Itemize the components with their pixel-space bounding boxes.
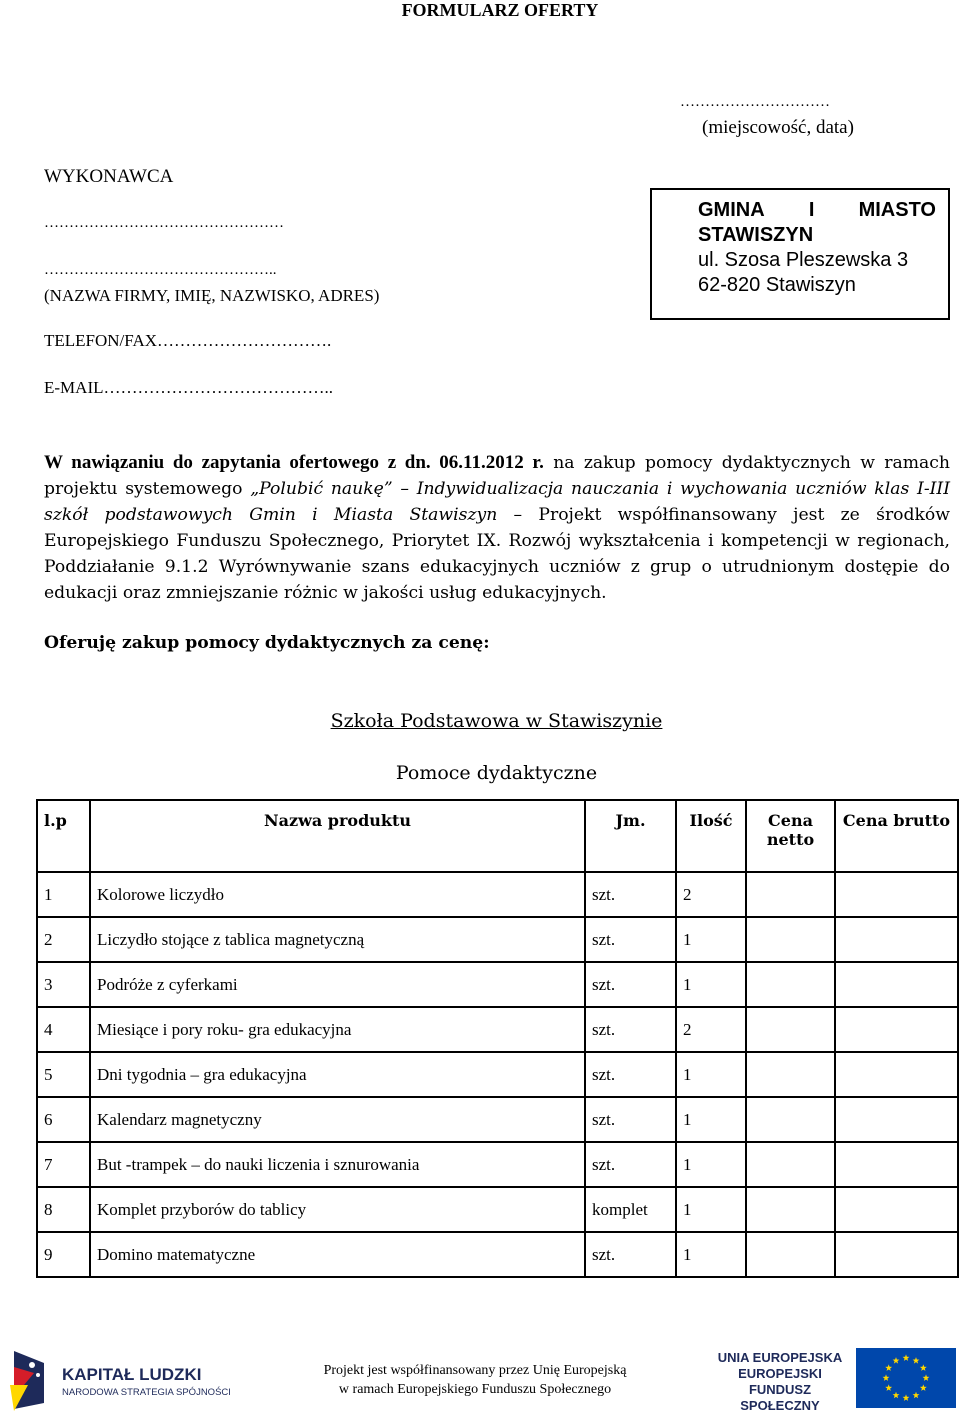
contractor-name-hint: (NAZWA FIRMY, IMIĘ, NAZWISKO, ADRES) [44, 286, 380, 305]
place-date-label: (miejscowość, data) [702, 117, 854, 138]
recipient-word-1: GMINA [698, 199, 765, 221]
row-product-name: Podróże z cyferkami [90, 962, 585, 1007]
table-header-row [37, 800, 958, 872]
row-gross-price [835, 1142, 958, 1187]
contractor-label: WYKONAWCA [44, 166, 174, 187]
kapital-ludzki-title: KAPITAŁ LUDZKI [62, 1365, 202, 1384]
contractor-line-1: ………………………………………… [44, 215, 284, 231]
table-row [37, 1097, 958, 1142]
row-qty: 1 [676, 1052, 746, 1097]
table-row [37, 917, 958, 962]
recipient-address-box [650, 188, 950, 320]
kapital-ludzki-subtitle: NARODOWA STRATEGIA SPÓJNOŚCI [62, 1387, 231, 1398]
recipient-line-2: STAWISZYN [698, 224, 814, 246]
row-qty: 1 [676, 962, 746, 1007]
row-lp: 2 [37, 917, 90, 962]
row-net-price [746, 1097, 835, 1142]
row-product-name: Komplet przyborów do tablicy [90, 1187, 585, 1232]
row-gross-price [835, 1007, 958, 1052]
col-header-unit: Jm. [585, 800, 676, 872]
items-table [36, 799, 959, 1278]
row-net-price [746, 1232, 835, 1277]
row-lp: 1 [37, 872, 90, 917]
row-net-price [746, 1052, 835, 1097]
row-lp: 3 [37, 962, 90, 1007]
row-net-price [746, 872, 835, 917]
row-unit: szt. [585, 917, 676, 962]
row-net-price [746, 1187, 835, 1232]
row-gross-price [835, 1232, 958, 1277]
row-qty: 1 [676, 1187, 746, 1232]
document-title: FORMULARZ OFERTY [401, 0, 599, 20]
offer-line: Oferuję zakup pomocy dydaktycznych za cenę: [44, 633, 490, 653]
table-row [37, 962, 958, 1007]
row-net-price [746, 1007, 835, 1052]
row-unit: szt. [585, 872, 676, 917]
row-product-name: Miesiące i pory roku- gra edukacyjna [90, 1007, 585, 1052]
row-lp: 4 [37, 1007, 90, 1052]
intro-text-2: – Projekt współfinansowany jest ze środków Europejskiego Funduszu Społecznego, Priorytet IX. Rozwój wykształcenia i kompetencji w regionach, Poddziałanie 9.1.2 Wyrównywanie szans edukacyjnych uczniów z grup o utrudnionym dostępie do edukacji oraz zmniejszanie różnic w jakości usług edukacyjnych. [44, 505, 950, 603]
col-header-lp: l.p [37, 800, 90, 872]
table-row [37, 872, 958, 917]
recipient-street: ul. Szosa Pleszewska 3 [698, 249, 909, 271]
row-product-name: But -trampek – do nauki liczenia i sznurowania [90, 1142, 585, 1187]
footer-cofinancing-note: Projekt jest współfinansowany przez Unię Europejską w ramach Europejskiego Funduszu Społecznego [323, 1363, 627, 1397]
school-heading: Szkoła Podstawowa w Stawiszynie [330, 710, 663, 732]
row-qty: 2 [676, 1007, 746, 1052]
row-lp: 9 [37, 1232, 90, 1277]
place-date-dots: ………………………… [680, 94, 830, 110]
row-lp: 7 [37, 1142, 90, 1187]
col-header-product: Nazwa produktu [90, 800, 585, 872]
row-gross-price [835, 1052, 958, 1097]
row-qty: 1 [676, 1142, 746, 1187]
intro-project-name: „Polubić naukę” – Indywidualizacja nauczania i wychowania uczniów klas I-III szkół podstawowych Gmin i Miasta Stawiszyn [44, 479, 950, 525]
row-unit: szt. [585, 1007, 676, 1052]
table-row [37, 1142, 958, 1187]
table-row [37, 1007, 958, 1052]
contractor-phone: TELEFON/FAX…………………………. [44, 331, 332, 350]
row-lp: 8 [37, 1187, 90, 1232]
row-gross-price [835, 1097, 958, 1142]
row-gross-price [835, 917, 958, 962]
eu-logo-line-1: UNIA EUROPEJSKA [717, 1350, 843, 1365]
intro-paragraph [44, 450, 950, 606]
row-product-name: Kolorowe liczydło [90, 872, 585, 917]
recipient-word-3: MIASTO [858, 199, 936, 221]
row-product-name: Kalendarz magnetyczny [90, 1097, 585, 1142]
row-gross-price [835, 872, 958, 917]
recipient-word-2: I [808, 199, 815, 221]
col-header-qty: Ilość [676, 800, 746, 872]
row-qty: 1 [676, 917, 746, 962]
row-unit: szt. [585, 962, 676, 1007]
row-qty: 1 [676, 1232, 746, 1277]
row-product-name: Liczydło stojące z tablica magnetyczną [90, 917, 585, 962]
row-unit: szt. [585, 1142, 676, 1187]
row-unit: komplet [585, 1187, 676, 1232]
col-header-net-price: Cena netto [746, 800, 835, 872]
row-gross-price [835, 1187, 958, 1232]
contractor-email: E-MAIL………………………………….. [44, 378, 333, 397]
row-gross-price [835, 962, 958, 1007]
row-unit: szt. [585, 1232, 676, 1277]
row-qty: 1 [676, 1097, 746, 1142]
kapital-ludzki-logo [4, 1345, 231, 1420]
intro-text-1: na zakup pomocy dydaktycznych w ramach projektu systemowego [44, 453, 950, 499]
eu-flag-icon [856, 1348, 956, 1408]
row-unit: szt. [585, 1097, 676, 1142]
recipient-postcode: 62-820 Stawiszyn [698, 274, 856, 296]
eu-logo-line-3: FUNDUSZ SPOŁECZNY [740, 1382, 820, 1413]
row-lp: 6 [37, 1097, 90, 1142]
row-net-price [746, 917, 835, 962]
eu-logo-line-2: EUROPEJSKI [738, 1366, 822, 1381]
table-row [37, 1187, 958, 1232]
row-net-price [746, 962, 835, 1007]
row-qty: 2 [676, 872, 746, 917]
contractor-line-2: ……………………………………….. [44, 262, 277, 278]
intro-reference: W nawiązaniu do zapytania ofertowego z dn. 06.11.2012 r. [44, 452, 544, 473]
table-row [37, 1052, 958, 1097]
row-product-name: Dni tygodnia – gra edukacyjna [90, 1052, 585, 1097]
row-unit: szt. [585, 1052, 676, 1097]
row-lp: 5 [37, 1052, 90, 1097]
col-header-gross-price: Cena brutto [835, 800, 958, 872]
row-net-price [746, 1142, 835, 1187]
row-product-name: Domino matematyczne [90, 1232, 585, 1277]
items-subtitle: Pomoce dydaktyczne [395, 762, 598, 784]
table-row [37, 1232, 958, 1277]
